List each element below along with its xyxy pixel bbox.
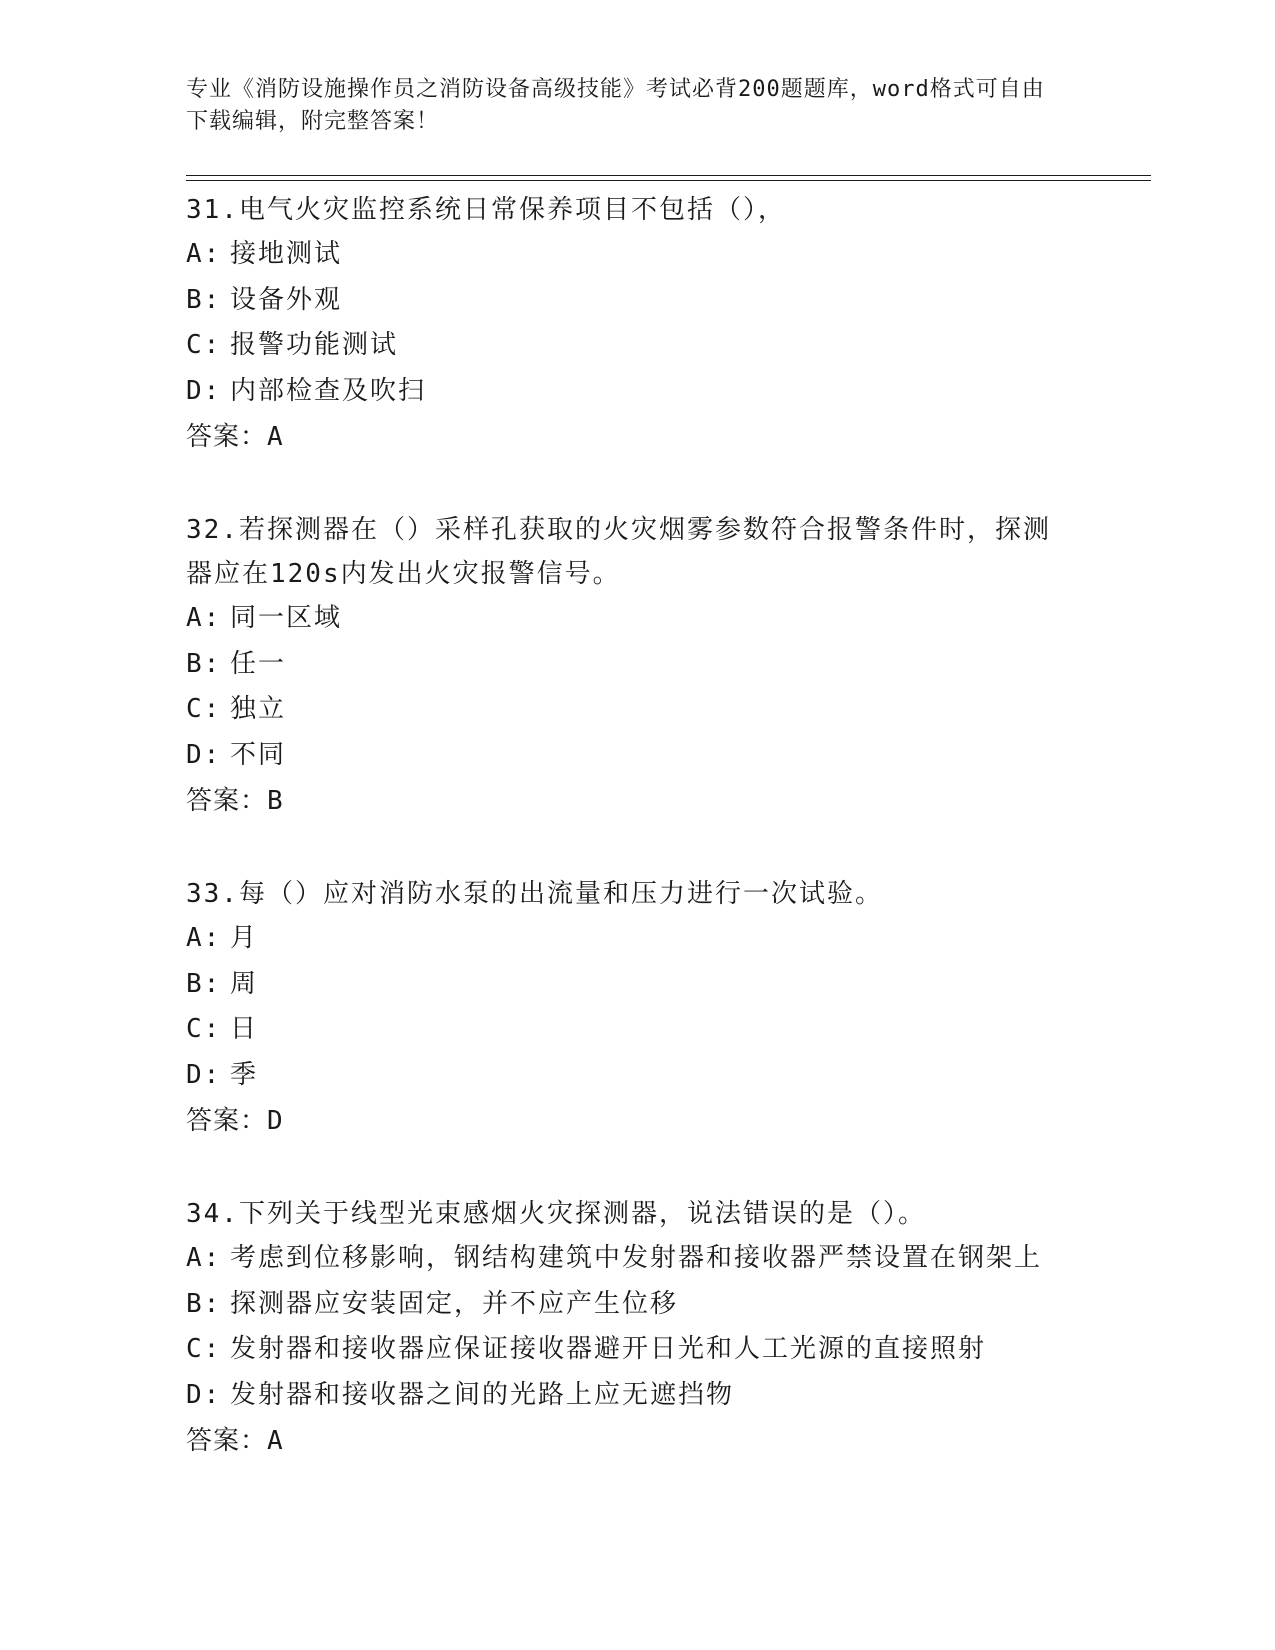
option-letter: A:	[186, 239, 222, 269]
document-header: 专业《消防设施操作员之消防设备高级技能》考试必背200题题库，word格式可自由下载编辑，附完整答案！	[186, 77, 1045, 134]
option-letter: A:	[186, 1243, 222, 1273]
answer-label: 答案：	[186, 1426, 268, 1456]
option-text: 内部检查及吹扫	[230, 375, 427, 406]
option-text: 任一	[230, 648, 287, 679]
answer-label: 答案：	[186, 786, 268, 816]
option-text: 不同	[230, 739, 287, 770]
question-31	[186, 188, 1151, 460]
question-stem: 34.下列关于线型光束感烟火灾探测器，说法错误的是（）。	[186, 1199, 926, 1229]
header-rule-bottom	[186, 180, 1151, 181]
option-c	[186, 1327, 1151, 1373]
question-32	[186, 508, 1151, 824]
question-list	[186, 188, 1151, 1512]
option-text: 考虑到位移影响，钢结构建筑中发射器和接收器严禁设置在钢架上	[230, 1243, 1043, 1273]
option-letter: B:	[186, 284, 222, 315]
option-d	[186, 369, 1151, 415]
answer-value: A	[267, 422, 284, 452]
option-letter: C:	[186, 330, 222, 360]
option-text: 接地测试	[230, 239, 343, 269]
question-stem: 32.若探测器在（）采样孔获取的火灾烟雾参数符合报警条件时，探测器应在120s内发出火灾报警信号。	[186, 515, 1051, 589]
option-text: 发射器和接收器应保证接收器避开日光和人工光源的直接照射	[230, 1334, 987, 1364]
option-text: 独立	[230, 694, 287, 724]
option-text: 季	[230, 1059, 259, 1090]
option-a	[186, 916, 1151, 962]
option-text: 周	[230, 968, 259, 999]
answer-value: A	[267, 1426, 284, 1456]
option-d	[186, 1053, 1151, 1099]
option-text: 同一区域	[230, 603, 343, 633]
option-c	[186, 1007, 1151, 1053]
option-letter: C:	[186, 1334, 222, 1364]
answer-value: B	[267, 786, 284, 816]
option-b	[186, 278, 1151, 324]
option-text: 发射器和接收器之间的光路上应无遮挡物	[230, 1379, 735, 1410]
question-stem: 33.每（）应对消防水泵的出流量和压力进行一次试验。	[186, 879, 883, 909]
answer-label: 答案：	[186, 422, 268, 452]
option-c	[186, 687, 1151, 733]
option-letter: D:	[186, 1059, 222, 1090]
answer-value: D	[267, 1106, 284, 1136]
header-rule-top	[186, 175, 1151, 176]
option-letter: D:	[186, 375, 222, 406]
answer-label: 答案：	[186, 1106, 268, 1136]
option-b	[186, 1282, 1151, 1328]
option-d	[186, 733, 1151, 779]
option-text: 月	[230, 923, 259, 953]
option-a	[186, 232, 1151, 278]
option-letter: D:	[186, 1379, 222, 1410]
option-text: 设备外观	[230, 284, 343, 315]
question-stem: 31.电气火灾监控系统日常保养项目不包括（），	[186, 195, 786, 225]
option-letter: A:	[186, 923, 222, 953]
option-letter: B:	[186, 968, 222, 999]
option-text: 日	[230, 1014, 259, 1044]
option-b	[186, 962, 1151, 1008]
option-letter: C:	[186, 694, 222, 724]
answer-line	[186, 1418, 1151, 1464]
answer-line	[186, 414, 1151, 460]
option-letter: A:	[186, 603, 222, 633]
option-d	[186, 1373, 1151, 1419]
option-letter: C:	[186, 1014, 222, 1044]
question-34	[186, 1192, 1151, 1464]
option-letter: D:	[186, 739, 222, 770]
option-text: 探测器应安装固定，并不应产生位移	[230, 1288, 679, 1319]
option-b	[186, 642, 1151, 688]
answer-line	[186, 1098, 1151, 1144]
question-33	[186, 872, 1151, 1144]
option-a	[186, 1236, 1151, 1282]
answer-line	[186, 778, 1151, 824]
option-letter: B:	[186, 1288, 222, 1319]
option-text: 报警功能测试	[230, 330, 399, 360]
option-c	[186, 323, 1151, 369]
option-letter: B:	[186, 648, 222, 679]
option-a	[186, 596, 1151, 642]
